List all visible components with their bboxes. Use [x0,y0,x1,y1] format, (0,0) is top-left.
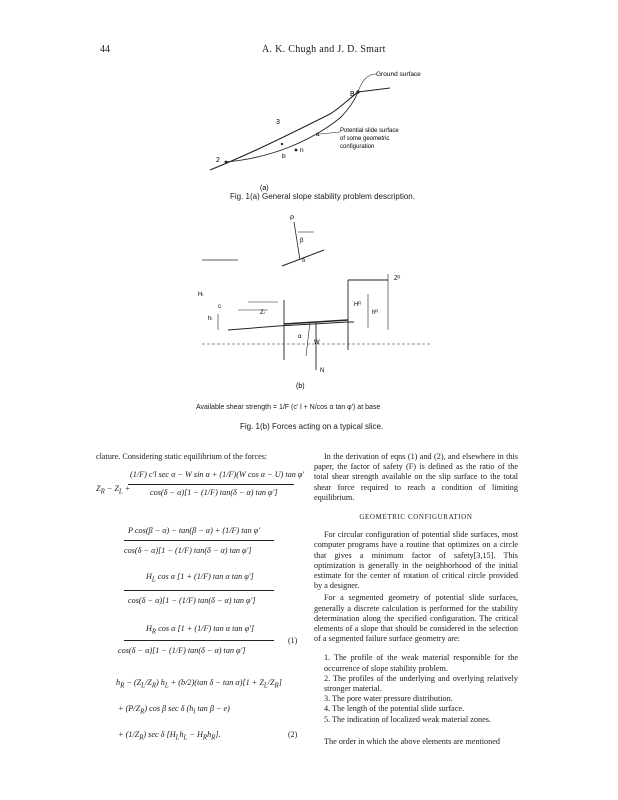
label-b: b [282,153,286,160]
svg-text:Zᴿ: Zᴿ [394,276,401,282]
svg-text:Hₗ: Hₗ [198,292,204,298]
svg-text:hᴿ: hᴿ [372,310,379,316]
running-header-authors: A. K. Chugh and J. D. Smart [262,44,386,55]
svg-text:Hᴿ: Hᴿ [354,302,362,308]
label-3: 3 [276,119,280,126]
figure-1b-sublabel: (b) [296,383,305,390]
label-ground-surface: Ground surface [376,71,421,78]
label-n: n [300,147,304,154]
figure-1b [198,210,430,400]
figure-1b-shear-note: Available shear strength = 1/F (c' l + N/cos α tan φ') at base [196,404,381,411]
page-number: 44 [100,44,110,55]
svg-text:α: α [298,334,302,340]
svg-text:W: W [314,340,320,346]
label-2: 2 [216,157,220,164]
list-item: 5. The indication of localized weak material zones. [324,714,491,724]
label-slide-surface: Potential slide surface of some geometric configuration [340,128,399,150]
svg-text:δ: δ [302,258,306,264]
svg-text:c: c [218,304,221,310]
right-para-1: In the derivation of eqns (1) and (2), and elsewhere in this paper, the factor of safety (F) is defined as the ratio of the total shear strength available on the slip surface to the total shear force required to reach a condition of limiting equilibrium. [314,452,518,502]
svg-text:P: P [290,215,295,222]
label-B: B [350,91,355,98]
equation-2-number: (2) [288,730,298,739]
list-item: 1. The profile of the weak material responsible for the occurrence of slope stability problem. [324,653,518,673]
list-item: 3. The pore water pressure distribution. [324,694,453,704]
list-item: 4. The length of the potential slide surface. [324,704,465,714]
left-intro: clature. Considering static equilibrium of the forces: [96,452,268,461]
left-column [96,452,302,462]
slide-surface-line [226,92,358,162]
figure-1a [190,62,430,194]
svg-text:N: N [320,368,325,374]
list-item: 2. The profiles of the underlying and overlying relatively stronger material. [324,673,518,694]
right-para-3: For a segmented geometry of potential slide surfaces, generally a discrete calculation is performed for the stability determination along the specified configuration. The critical elements of a slope that should be considered in the selection of a segmented failure surface geometry are: [314,593,518,644]
svg-text:hₗ: hₗ [208,316,213,322]
figure-1a-sublabel: (a) [260,185,269,192]
right-para-2: For circular configuration of potential slide surfaces, most computer programs have a routine that optimizes on a circle that gives a minimum factor of safety[3,15]. This optimization is generally in the neighborhood of the initial estimate for the center of rotation of critical circle provided by a designer. [314,530,518,591]
right-para-4: The order in which the above elements are mentioned [324,736,500,746]
svg-text:β: β [300,238,304,244]
label-a: a [316,131,320,138]
figure-1a-caption: Fig. 1(a) General slope stability problem description. [230,192,415,201]
equation-1-number: (1) [288,636,298,645]
right-column [314,452,518,747]
svg-text:Zₗ: Zₗ [260,310,265,316]
section-title-geometric-configuration: GEOMETRIC CONFIGURATION [359,513,473,522]
figure-1b-caption: Fig. 1(b) Forces acting on a typical slice. [240,422,384,431]
